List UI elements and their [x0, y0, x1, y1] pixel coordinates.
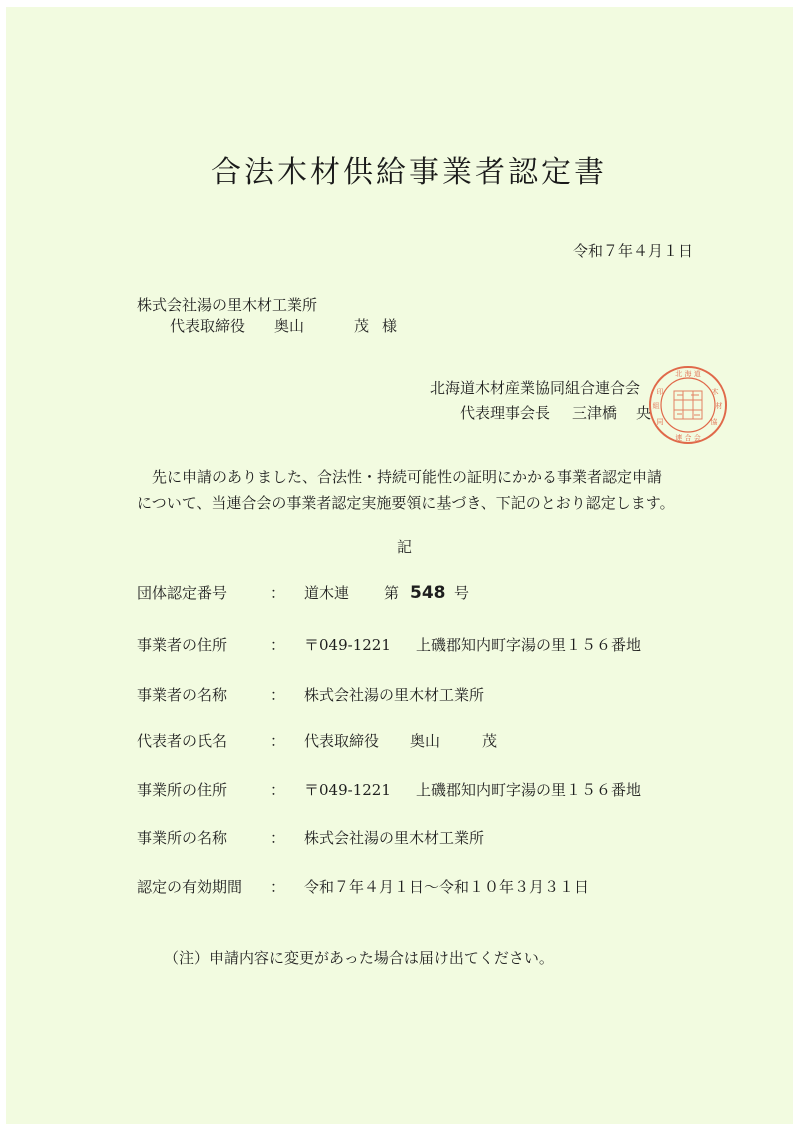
official-seal-icon: [647, 364, 729, 446]
document-title: 合法木材供給事業者認定書: [211, 155, 607, 190]
rep-given-name: 茂: [482, 732, 498, 750]
item-value: 令和７年４月１日～令和１０年３月３１日: [304, 878, 590, 896]
item-value: 株式会社湯の里木材工業所: [304, 829, 485, 847]
rep-surname: 奥山: [410, 732, 441, 750]
issuer-representative: [460, 402, 651, 423]
cert-dai: 第: [384, 584, 400, 602]
cert-prefix: 道木連: [304, 584, 350, 602]
item-colon: ：: [270, 636, 286, 654]
cert-number: 548: [410, 583, 446, 603]
issue-date: 令和７年４月１日: [573, 242, 694, 260]
issuer-organization: 北海道木材産業協同組合連合会: [430, 379, 641, 397]
certificate-sheet: [6, 7, 793, 1124]
item-label: 事業者の名称: [137, 686, 228, 704]
item-label: 認定の有効期間: [137, 878, 243, 896]
address: 上磯郡知内町字湯の里１５６番地: [416, 636, 642, 654]
footnote: （注）申請内容に変更があった場合は届け出てください。: [164, 949, 554, 967]
recipient-representative: [170, 315, 397, 336]
issuer-given-name: 央: [636, 404, 652, 422]
item-value: [304, 732, 497, 750]
address: 上磯郡知内町字湯の里１５６番地: [416, 781, 642, 799]
statement-line-2: について、当連合会の事業者認定実施要領に基づき、下記のとおり認定します。: [137, 494, 675, 512]
statement-line-1: 先に申請のありました、合法性・持続可能性の証明にかかる事業者認定申請: [152, 468, 663, 486]
ki-heading: 記: [397, 538, 413, 556]
item-colon: ：: [270, 686, 286, 704]
item-label: 事業所の名称: [137, 829, 228, 847]
svg-text:材: 材: [715, 402, 723, 410]
item-value: [304, 584, 469, 602]
item-office-name: [137, 827, 484, 848]
item-label: 事業者の住所: [137, 636, 228, 654]
item-colon: ：: [270, 829, 286, 847]
item-colon: ：: [270, 584, 286, 602]
cert-suffix: 号: [454, 584, 470, 602]
svg-text:木: 木: [711, 388, 719, 396]
item-office-address: [137, 779, 641, 800]
recipient-company: 株式会社湯の里木材工業所: [137, 296, 318, 314]
item-certification-number: [137, 582, 469, 603]
svg-text:北 海 道: 北 海 道: [675, 370, 701, 378]
item-label: 事業所の住所: [137, 781, 228, 799]
item-colon: ：: [270, 781, 286, 799]
item-label: 団体認定番号: [137, 584, 228, 602]
item-value: [304, 636, 641, 654]
recipient-surname: 奥山: [274, 317, 305, 335]
svg-text:協: 協: [710, 418, 718, 426]
item-colon: ：: [270, 878, 286, 896]
svg-text:印: 印: [656, 388, 664, 396]
item-colon: ：: [270, 732, 286, 750]
postal-code: 〒049-1221: [304, 636, 391, 654]
rep-title: 代表取締役: [304, 732, 380, 750]
issuer-surname: 三津橋: [572, 404, 618, 422]
item-validity-period: [137, 876, 589, 897]
svg-text:同: 同: [656, 418, 664, 426]
postal-code: 〒049-1221: [304, 781, 391, 799]
item-value: 株式会社湯の里木材工業所: [304, 686, 485, 704]
item-value: [304, 781, 641, 799]
certification-statement: [137, 464, 675, 516]
svg-text:連 合 会: 連 合 会: [675, 434, 701, 442]
issuer-title: 代表理事会長: [460, 404, 551, 422]
svg-text:組: 組: [652, 402, 660, 410]
recipient-honorific: 様: [382, 317, 398, 335]
item-business-name: [137, 684, 484, 705]
recipient-title: 代表取締役: [170, 317, 246, 335]
recipient-given-name: 茂: [354, 317, 370, 335]
item-business-address: [137, 634, 641, 655]
item-representative-name: [137, 730, 497, 751]
item-label: 代表者の氏名: [137, 732, 228, 750]
